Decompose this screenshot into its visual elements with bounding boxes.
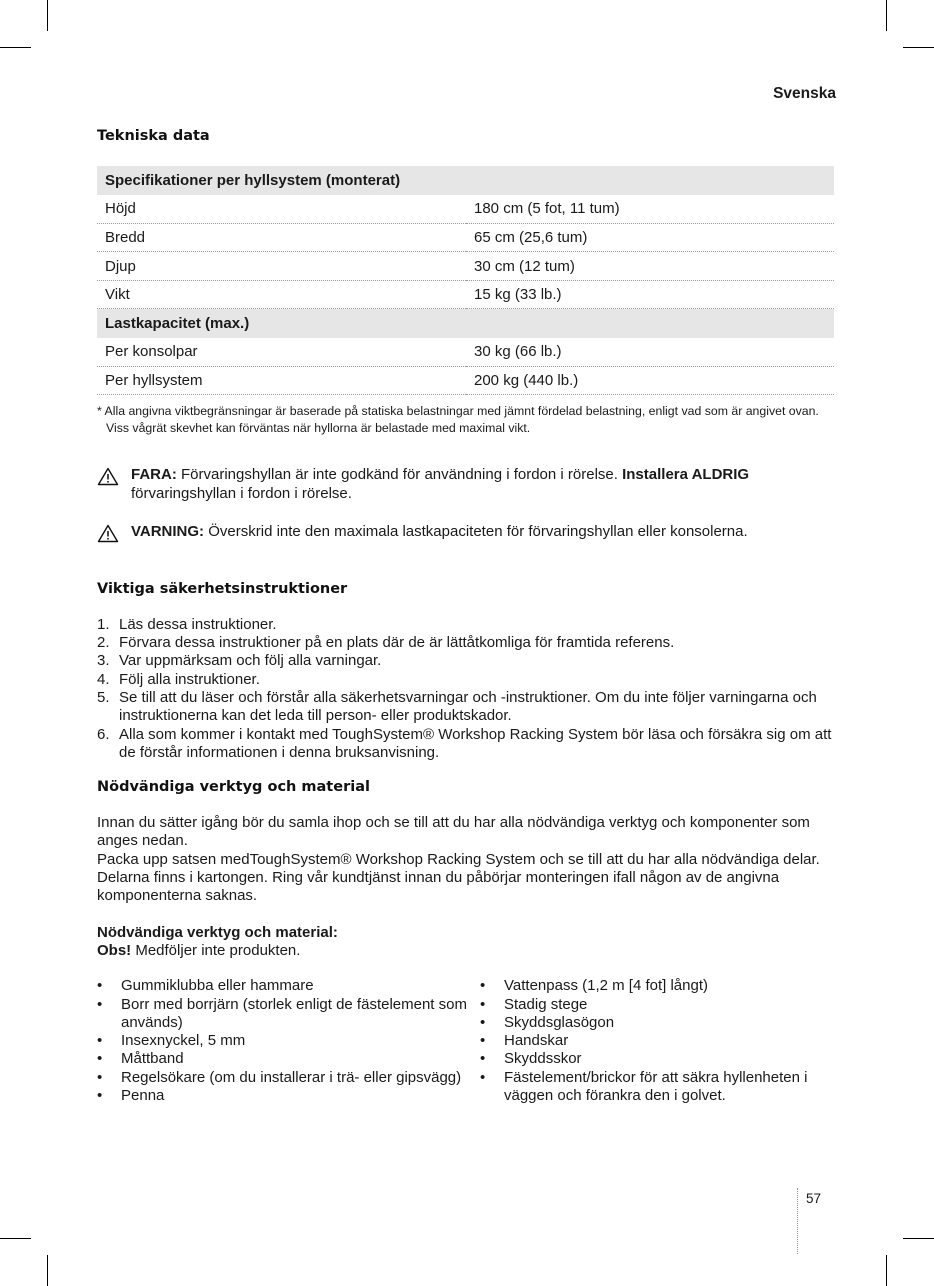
bullet-icon: • bbox=[480, 1032, 486, 1050]
instruction-number: 2. bbox=[97, 634, 110, 652]
bullet-icon: • bbox=[97, 1032, 103, 1050]
tool-item bbox=[480, 977, 835, 995]
caution-label: VARNING: bbox=[131, 523, 205, 541]
tools-list-right bbox=[480, 977, 835, 1105]
tech-data-heading: Tekniska data bbox=[97, 128, 210, 144]
crop-mark-top-left-h bbox=[0, 47, 31, 48]
spec-label: Per hyllsystem bbox=[97, 366, 466, 395]
spec-value bbox=[466, 309, 834, 338]
crop-mark-top-left-v bbox=[47, 0, 48, 31]
tool-item-text: Vattenpass (1,2 m [4 fot] långt) bbox=[504, 977, 708, 995]
bullet-icon: • bbox=[480, 1013, 486, 1031]
tool-item bbox=[480, 1069, 835, 1106]
warning-triangle-icon bbox=[97, 466, 131, 503]
spec-value: 180 cm (5 fot, 11 tum) bbox=[466, 195, 834, 224]
page-content bbox=[97, 128, 835, 1105]
tool-item bbox=[97, 1087, 480, 1105]
spec-row bbox=[97, 338, 834, 367]
crop-mark-bottom-left-h bbox=[0, 1238, 31, 1239]
tools-columns bbox=[97, 977, 835, 1105]
page-number: 57 bbox=[806, 1191, 822, 1206]
tool-item-text: Stadig stege bbox=[504, 995, 588, 1013]
spec-value: 30 cm (12 tum) bbox=[466, 252, 834, 281]
safety-instruction-item bbox=[97, 634, 835, 652]
spec-label: Specifikationer per hyllsystem (monterat) bbox=[97, 166, 466, 195]
spec-value: 65 cm (25,6 tum) bbox=[466, 223, 834, 252]
spec-value: 30 kg (66 lb.) bbox=[466, 338, 834, 367]
spec-label: Djup bbox=[97, 252, 466, 281]
bullet-icon: • bbox=[97, 977, 103, 995]
tool-item-text: Måttband bbox=[121, 1050, 184, 1068]
spec-value: 200 kg (440 lb.) bbox=[466, 366, 834, 395]
crop-mark-top-right-v bbox=[886, 0, 887, 31]
tool-item bbox=[480, 996, 835, 1014]
spec-row bbox=[97, 252, 834, 281]
danger-body-2: förvaringshyllan i fordon i rörelse. bbox=[131, 484, 352, 502]
crop-mark-top-right-h bbox=[903, 47, 934, 48]
danger-warning bbox=[97, 466, 835, 503]
tool-item-text: Insexnyckel, 5 mm bbox=[121, 1032, 246, 1050]
instruction-number: 6. bbox=[97, 725, 110, 743]
crop-mark-bottom-right-v bbox=[886, 1255, 887, 1286]
bullet-icon: • bbox=[97, 995, 103, 1013]
spec-row bbox=[97, 223, 834, 252]
language-label: Svenska bbox=[773, 85, 836, 102]
instruction-text: Alla som kommer i kontakt med ToughSystem® Workshop Racking System bör läsa och försäkra sig om att de förstår informationen i denna bruksanvisning. bbox=[119, 725, 832, 761]
bullet-icon: • bbox=[480, 1068, 486, 1086]
safety-instruction-item bbox=[97, 726, 835, 763]
spec-table bbox=[97, 166, 834, 395]
page-number-divider bbox=[797, 1188, 798, 1254]
tool-item bbox=[480, 1032, 835, 1050]
safety-instructions-list bbox=[97, 616, 835, 762]
warning-triangle-icon bbox=[97, 523, 131, 549]
tool-item bbox=[97, 1032, 480, 1050]
tools-list-title: Nödvändiga verktyg och material: bbox=[97, 923, 338, 941]
safety-instruction-item bbox=[97, 616, 835, 634]
tools-list-left bbox=[97, 977, 480, 1105]
tool-item-text: Skyddsskor bbox=[504, 1050, 582, 1068]
tools-heading: Nödvändiga verktyg och material bbox=[97, 779, 370, 796]
tool-item-text: Fästelement/brickor för att säkra hyllenheten i väggen och förankra den i golvet. bbox=[504, 1068, 808, 1104]
tools-unpack-paragraph: Packa upp satsen medToughSystem® Workshop Racking System och se till att du har alla nödvändiga delar. Delarna finns i kartongen. Ring vår kundtjänst innan du påbörjar monteringen ifall någon av de angivna komponenterna saknas. bbox=[97, 850, 820, 905]
bullet-icon: • bbox=[480, 977, 486, 995]
safety-heading: Viktiga säkerhetsinstruktioner bbox=[97, 580, 348, 597]
tools-intro-paragraph: Innan du sätter igång bör du samla ihop och se till att du har alla nödvändiga verktyg och komponenter som anges nedan. bbox=[97, 814, 810, 850]
instruction-number: 1. bbox=[97, 615, 110, 633]
caution-body: Överskrid inte den maximala lastkapaciteten för förvaringshyllan eller konsolerna. bbox=[204, 523, 748, 541]
crop-mark-bottom-right-h bbox=[903, 1238, 934, 1239]
note-text: Medföljer inte produkten. bbox=[131, 941, 301, 959]
tool-item bbox=[480, 1050, 835, 1068]
spec-row bbox=[97, 366, 834, 395]
tool-item-text: Skyddsglasögon bbox=[504, 1013, 615, 1031]
spec-label: Per konsolpar bbox=[97, 338, 466, 367]
bullet-icon: • bbox=[97, 1050, 103, 1068]
danger-body: Förvaringshyllan är inte godkänd för användning i fordon i rörelse. bbox=[176, 466, 623, 484]
instruction-text: Se till att du läser och förstår alla säkerhetsvarningar och -instruktioner. Om du inte följer varningarna och instruktionerna kan det leda till person- eller produktskador. bbox=[119, 688, 817, 725]
spec-label: Höjd bbox=[97, 195, 466, 224]
tool-item-text: Penna bbox=[121, 1086, 165, 1104]
tool-item-text: Borr med borrjärn (storlek enligt de fästelement som används) bbox=[121, 995, 467, 1031]
instruction-number: 3. bbox=[97, 652, 110, 670]
bullet-icon: • bbox=[97, 1068, 103, 1086]
instruction-number: 4. bbox=[97, 670, 110, 688]
tools-note bbox=[97, 942, 835, 960]
tool-item bbox=[97, 1050, 480, 1068]
caution-warning bbox=[97, 523, 835, 549]
spec-label: Lastkapacitet (max.) bbox=[97, 309, 466, 338]
spec-section-header bbox=[97, 166, 834, 195]
danger-label: FARA: bbox=[131, 466, 177, 484]
bullet-icon: • bbox=[480, 995, 486, 1013]
safety-instruction-item bbox=[97, 652, 835, 670]
caution-text bbox=[131, 523, 748, 549]
tool-item bbox=[97, 996, 480, 1033]
danger-text bbox=[131, 466, 835, 503]
spec-value: 15 kg (33 lb.) bbox=[466, 280, 834, 309]
spec-section-header bbox=[97, 309, 834, 338]
tool-item-text: Gummiklubba eller hammare bbox=[121, 977, 314, 995]
safety-instruction-item bbox=[97, 671, 835, 689]
spec-row bbox=[97, 195, 834, 224]
spec-label: Vikt bbox=[97, 280, 466, 309]
danger-bold-text: Installera ALDRIG bbox=[622, 466, 750, 484]
instruction-number: 5. bbox=[97, 688, 110, 706]
tool-item bbox=[480, 1014, 835, 1032]
bullet-icon: • bbox=[480, 1050, 486, 1068]
spec-row bbox=[97, 280, 834, 309]
spec-footnote: * Alla angivna viktbegränsningar är baserade på statiska belastningar med jämnt fördelad belastning, enligt vad som är angivet ovan. Viss vågrät skevhet kan förväntas när hyllorna är belastade med maximal vikt. bbox=[97, 404, 819, 436]
safety-instruction-item bbox=[97, 689, 835, 726]
tool-item-text: Regelsökare (om du installerar i trä- eller gipsvägg) bbox=[121, 1068, 462, 1086]
instruction-text: Läs dessa instruktioner. bbox=[119, 615, 277, 633]
spec-value bbox=[466, 166, 834, 195]
crop-mark-bottom-left-v bbox=[47, 1255, 48, 1286]
instruction-text: Följ alla instruktioner. bbox=[119, 670, 260, 688]
note-label: Obs! bbox=[97, 941, 132, 959]
tool-item-text: Handskar bbox=[504, 1032, 569, 1050]
spec-label: Bredd bbox=[97, 223, 466, 252]
instruction-text: Var uppmärksam och följ alla varningar. bbox=[119, 652, 382, 670]
tool-item bbox=[97, 977, 480, 995]
instruction-text: Förvara dessa instruktioner på en plats där de är lättåtkomliga för framtida referens. bbox=[119, 634, 675, 652]
tool-item bbox=[97, 1069, 480, 1087]
bullet-icon: • bbox=[97, 1086, 103, 1104]
